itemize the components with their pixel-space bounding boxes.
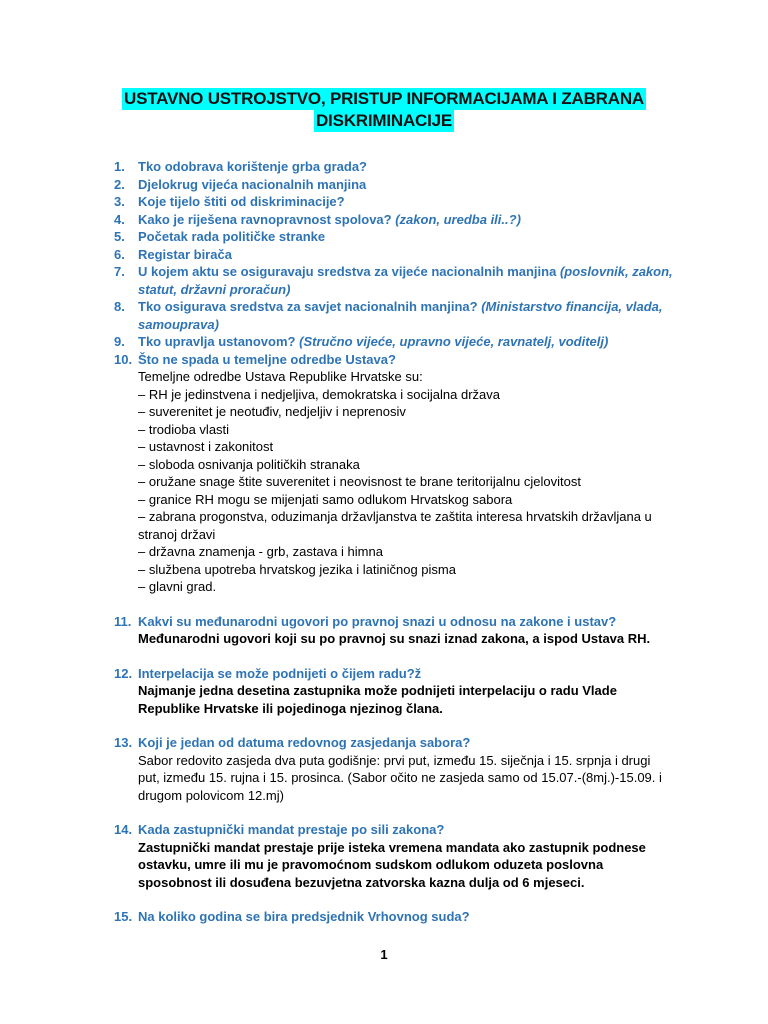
question-item: 8. Tko osigurava sredstva za savjet nacionalnih manjina? (Ministarstvo financija, vlada, samouprava): [114, 299, 663, 332]
answer-line: – državna znamenja - grb, zastava i himna: [138, 544, 383, 559]
question-text: Tko upravlja ustanovom?: [138, 334, 296, 349]
answer-line: – suverenitet je neotuđiv, nedjeljiv i neprenosiv: [138, 404, 406, 419]
question-item: 13. Koji je jedan od datuma redovnog zasjedanja sabora?: [114, 735, 471, 750]
question-text: Registar birača: [138, 246, 232, 262]
answer-line: – sloboda osnivanja političkih stranaka: [138, 456, 360, 472]
answer-10: [114, 368, 674, 596]
answer-line: – ustavnost i zakonitost: [138, 439, 274, 454]
question-text: Koje tijelo štiti od diskriminacije?: [138, 194, 345, 209]
answer-12: Najmanje jedna desetina zastupnika može podnijeti interpelaciju o radu Vlade Republike Hrvatske ili pojedinoga njezinog člana.: [138, 683, 617, 716]
question-item: 12. Interpelacija se može podnijeti o čijem radu?ž: [114, 665, 422, 681]
answer-line: Temeljne odredbe Ustava Republike Hrvatske su:: [138, 369, 423, 384]
question-item: 6. Registar birača: [114, 246, 232, 262]
answer-13: Sabor redovito zasjeda dva puta godišnje: prvi put, između 15. siječnja i 15. srpnja i drugi put, između 15. rujna i 15. prosinca. (Sabor očito ne zasjeda samo od 15.07.-(8mj.)-15.09. i drugom polovicom 12.mj): [138, 752, 662, 803]
question-item: 10. Što ne spada u temeljne odredbe Ustava?: [114, 351, 396, 367]
question-hint: (zakon, uredba ili..?): [395, 211, 521, 227]
question-text: Koji je jedan od datuma redovnog zasjedanja sabora?: [138, 735, 471, 750]
question-text: Što ne spada u temeljne odredbe Ustava?: [138, 351, 396, 367]
question-text: Kako je riješena ravnopravnost spolova?: [138, 211, 392, 227]
question-text: Interpelacija se može podnijeti o čijem radu?ž: [138, 665, 422, 681]
answer-11: Međunarodni ugovori koji su po pravnoj su snazi iznad zakona, a ispod Ustava RH.: [138, 631, 651, 646]
answer-line: – zabrana progonstva, oduzimanja državljanstva te zaštita interesa hrvatskih državljana u stranoj državi: [138, 509, 652, 542]
answer-14: Zastupnički mandat prestaje prije isteka vremena mandata ako zastupnik podnese ostavku, umre ili mu je pravomoćnom sudskom odlukom oduzeta poslovna sposobnost ili dosuđena bezuvjetna zatvorska kazna dulja od 6 mjeseci.: [138, 839, 646, 890]
question-item: 2. Djelokrug vijeća nacionalnih manjina: [114, 176, 367, 192]
answer-line: – RH je jedinstvena i nedjeljiva, demokratska i socijalna država: [138, 386, 501, 402]
answer-line: – glavni grad.: [138, 579, 217, 594]
question-list: [114, 158, 674, 926]
title-line-2: DISKRIMINACIJE: [315, 111, 453, 130]
page-number: 1: [380, 947, 388, 962]
question-hint: (Ministarstvo financija, vlada, samouprava): [138, 299, 663, 332]
question-text: Na koliko godina se bira predsjednik Vrhovnog suda?: [138, 909, 470, 924]
question-text: Djelokrug vijeća nacionalnih manjina: [138, 176, 367, 192]
answer-line: – trodioba vlasti: [138, 421, 230, 437]
question-item: 15. Na koliko godina se bira predsjednik Vrhovnog suda?: [114, 909, 470, 924]
question-text: Početak rada političke stranke: [138, 229, 326, 244]
question-hint: (poslovnik, zakon, statut, državni proračun): [138, 264, 673, 297]
question-item: 1. Tko odobrava korištenje grba grada?: [114, 159, 367, 174]
question-item: 5. Početak rada političke stranke: [114, 229, 326, 244]
answer-line: – oružane snage štite suverenitet i neovisnost te brane teritorijalnu cjelovitost: [138, 474, 581, 489]
question-text: U kojem aktu se osiguravaju sredstva za vijeće nacionalnih manjina: [138, 264, 557, 279]
question-item: 3. Koje tijelo štiti od diskriminacije?: [114, 194, 345, 209]
question-item: 9. Tko upravlja ustanovom? (Stručno vijeće, upravno vijeće, ravnatelj, voditelj): [114, 334, 609, 349]
document-title: [0, 88, 768, 132]
answer-line: – granice RH mogu se mijenjati samo odlukom Hrvatskog sabora: [138, 491, 513, 507]
title-line-1: USTAVNO USTROJSTVO, PRISTUP INFORMACIJAMA I ZABRANA: [124, 89, 644, 108]
question-text: Tko osigurava sredstva za savjet nacionalnih manjina?: [138, 299, 478, 314]
question-text: Kakvi su međunarodni ugovori po pravnoj snazi u odnosu na zakone i ustav?: [138, 613, 617, 629]
question-hint: (Stručno vijeće, upravno vijeće, ravnatelj, voditelj): [299, 334, 609, 349]
question-item: 14. Kada zastupnički mandat prestaje po sili zakona?: [114, 822, 445, 837]
question-text: Kada zastupnički mandat prestaje po sili zakona?: [138, 822, 445, 837]
question-text: Tko odobrava korištenje grba grada?: [138, 159, 367, 174]
answer-line: – službena upotreba hrvatskog jezika i latiničnog pisma: [138, 561, 456, 577]
question-item: 11. Kakvi su međunarodni ugovori po pravnoj snazi u odnosu na zakone i ustav?: [114, 613, 617, 629]
question-item: 7. U kojem aktu se osiguravaju sredstva za vijeće nacionalnih manjina (poslovnik, zakon, statut, državni proračun): [114, 264, 673, 297]
question-item: 4. Kako je riješena ravnopravnost spolova? (zakon, uredba ili..?): [114, 211, 521, 227]
